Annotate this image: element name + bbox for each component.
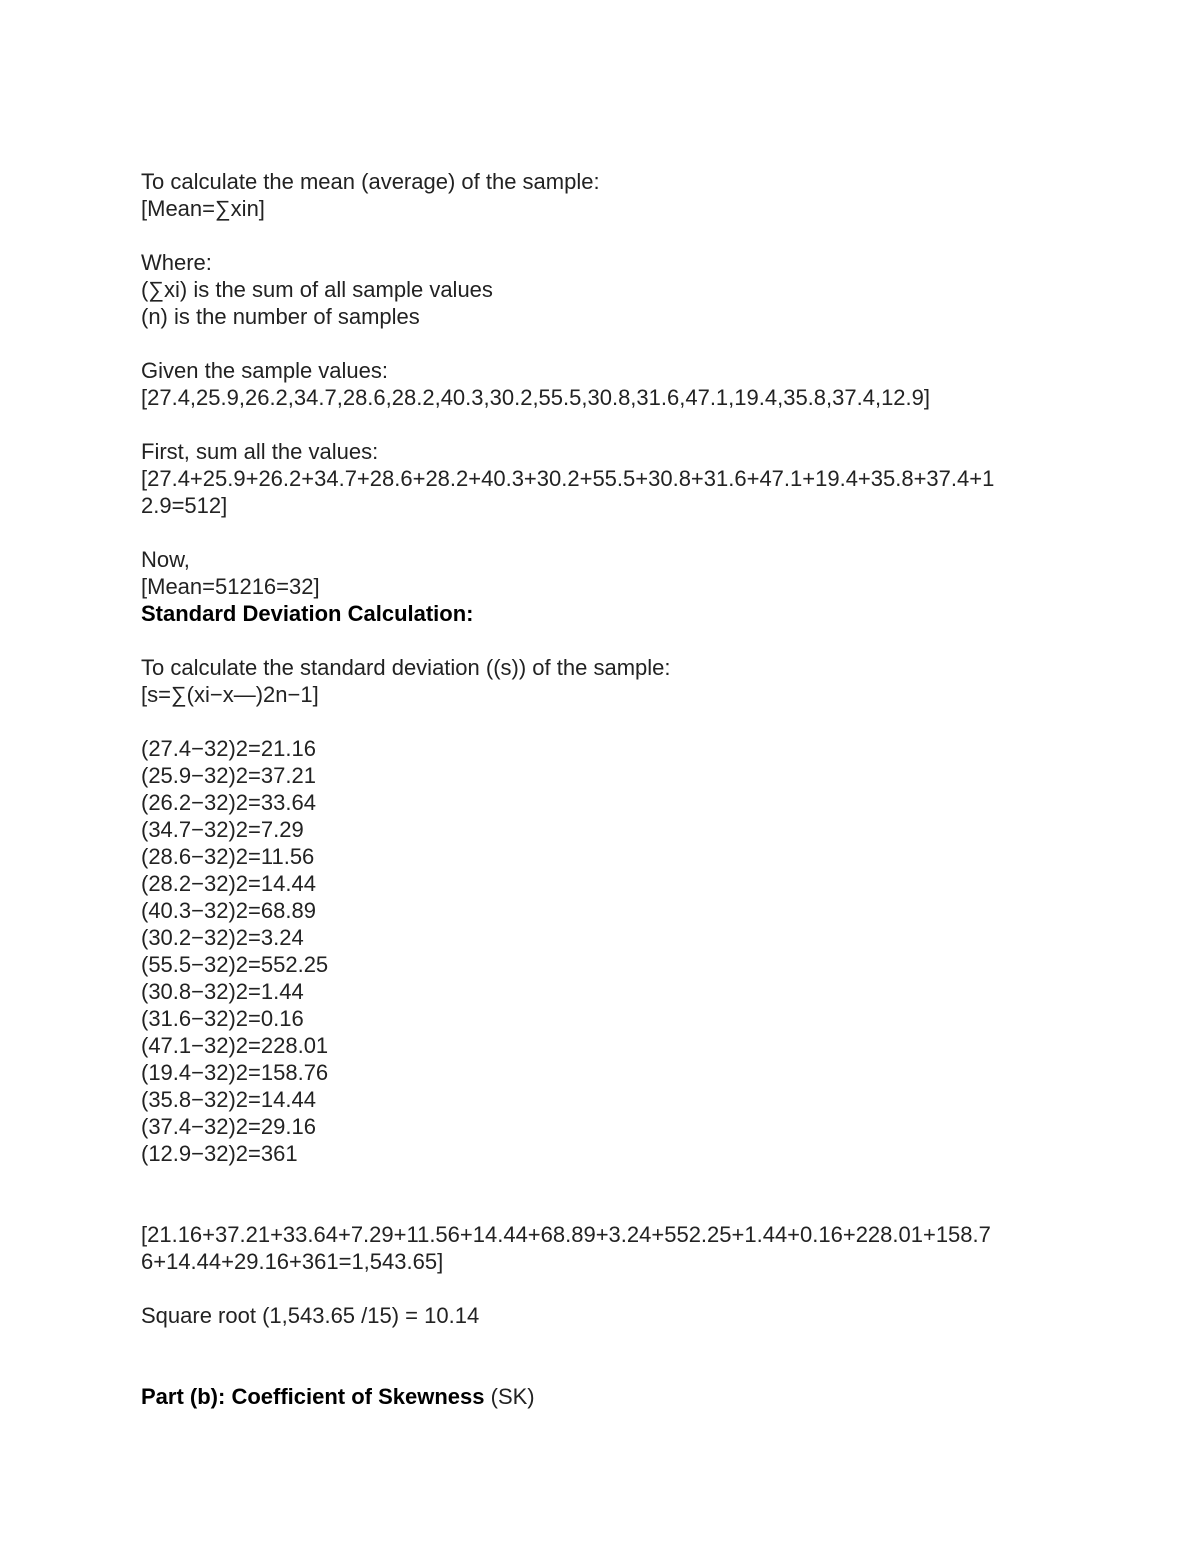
squared-deviation-item: (25.9−32)2=37.21 xyxy=(141,763,316,788)
part-b-heading-suffix: (SK) xyxy=(484,1384,535,1409)
squared-deviation-item: (27.4−32)2=21.16 xyxy=(141,736,316,761)
squared-deviation-item: (26.2−32)2=33.64 xyxy=(141,790,316,815)
squares-total-line1: [21.16+37.21+33.64+7.29+11.56+14.44+68.89+3.24+552.25+1.44+0.16+228.01+158.7 xyxy=(141,1222,991,1247)
where-heading: Where: xyxy=(141,250,212,275)
sum-heading: First, sum all the values: xyxy=(141,439,379,464)
sd-square-root-result: Square root (1,543.65 /15) = 10.14 xyxy=(141,1303,480,1328)
squared-deviation-item: (19.4−32)2=158.76 xyxy=(141,1060,329,1085)
squared-deviation-item: (37.4−32)2=29.16 xyxy=(141,1114,316,1139)
part-b-heading-bold: Part (b): Coefficient of Skewness xyxy=(141,1384,485,1409)
squared-deviation-item: (30.8−32)2=1.44 xyxy=(141,979,304,1004)
sum-expression-line2: 2.9=512] xyxy=(141,493,228,518)
squared-deviation-item: (40.3−32)2=68.89 xyxy=(141,898,316,923)
squared-deviation-item: (12.9−32)2=361 xyxy=(141,1141,298,1166)
squared-deviation-list xyxy=(141,735,1071,1167)
given-heading: Given the sample values: xyxy=(141,358,389,383)
where-item-sum: (∑xi) is the sum of all sample values xyxy=(141,277,493,302)
sd-heading: Standard Deviation Calculation: xyxy=(141,601,474,626)
sd-intro-text: To calculate the standard deviation ((s)) of the sample: xyxy=(141,655,671,680)
squared-deviation-item: (34.7−32)2=7.29 xyxy=(141,817,304,842)
now-text: Now, xyxy=(141,547,190,572)
sum-expression-line1: [27.4+25.9+26.2+34.7+28.6+28.2+40.3+30.2+55.5+30.8+31.6+47.1+19.4+35.8+37.4+1 xyxy=(141,466,995,491)
mean-formula: [Mean=∑xin] xyxy=(141,196,265,221)
squares-total-line2: 6+14.44+29.16+361=1,543.65] xyxy=(141,1249,444,1274)
part-b-heading xyxy=(141,1383,1071,1410)
squared-deviation-item: (28.6−32)2=11.56 xyxy=(141,844,315,869)
squared-deviation-item: (55.5−32)2=552.25 xyxy=(141,952,329,977)
squared-deviation-item: (47.1−32)2=228.01 xyxy=(141,1033,329,1058)
squared-deviation-item: (31.6−32)2=0.16 xyxy=(141,1006,304,1031)
where-item-n: (n) is the number of samples xyxy=(141,304,420,329)
squared-deviation-item: (28.2−32)2=14.44 xyxy=(141,871,316,896)
squared-deviation-item: (30.2−32)2=3.24 xyxy=(141,925,304,950)
mean-result: [Mean=51216=32] xyxy=(141,574,320,599)
sample-values: [27.4,25.9,26.2,34.7,28.6,28.2,40.3,30.2,55.5,30.8,31.6,47.1,19.4,35.8,37.4,12.9] xyxy=(141,385,931,410)
sd-formula: [s=∑(xi−x—)2n−1] xyxy=(141,682,319,707)
document-body xyxy=(141,168,1071,1410)
mean-intro-text: To calculate the mean (average) of the sample: xyxy=(141,169,600,194)
squared-deviation-item: (35.8−32)2=14.44 xyxy=(141,1087,316,1112)
